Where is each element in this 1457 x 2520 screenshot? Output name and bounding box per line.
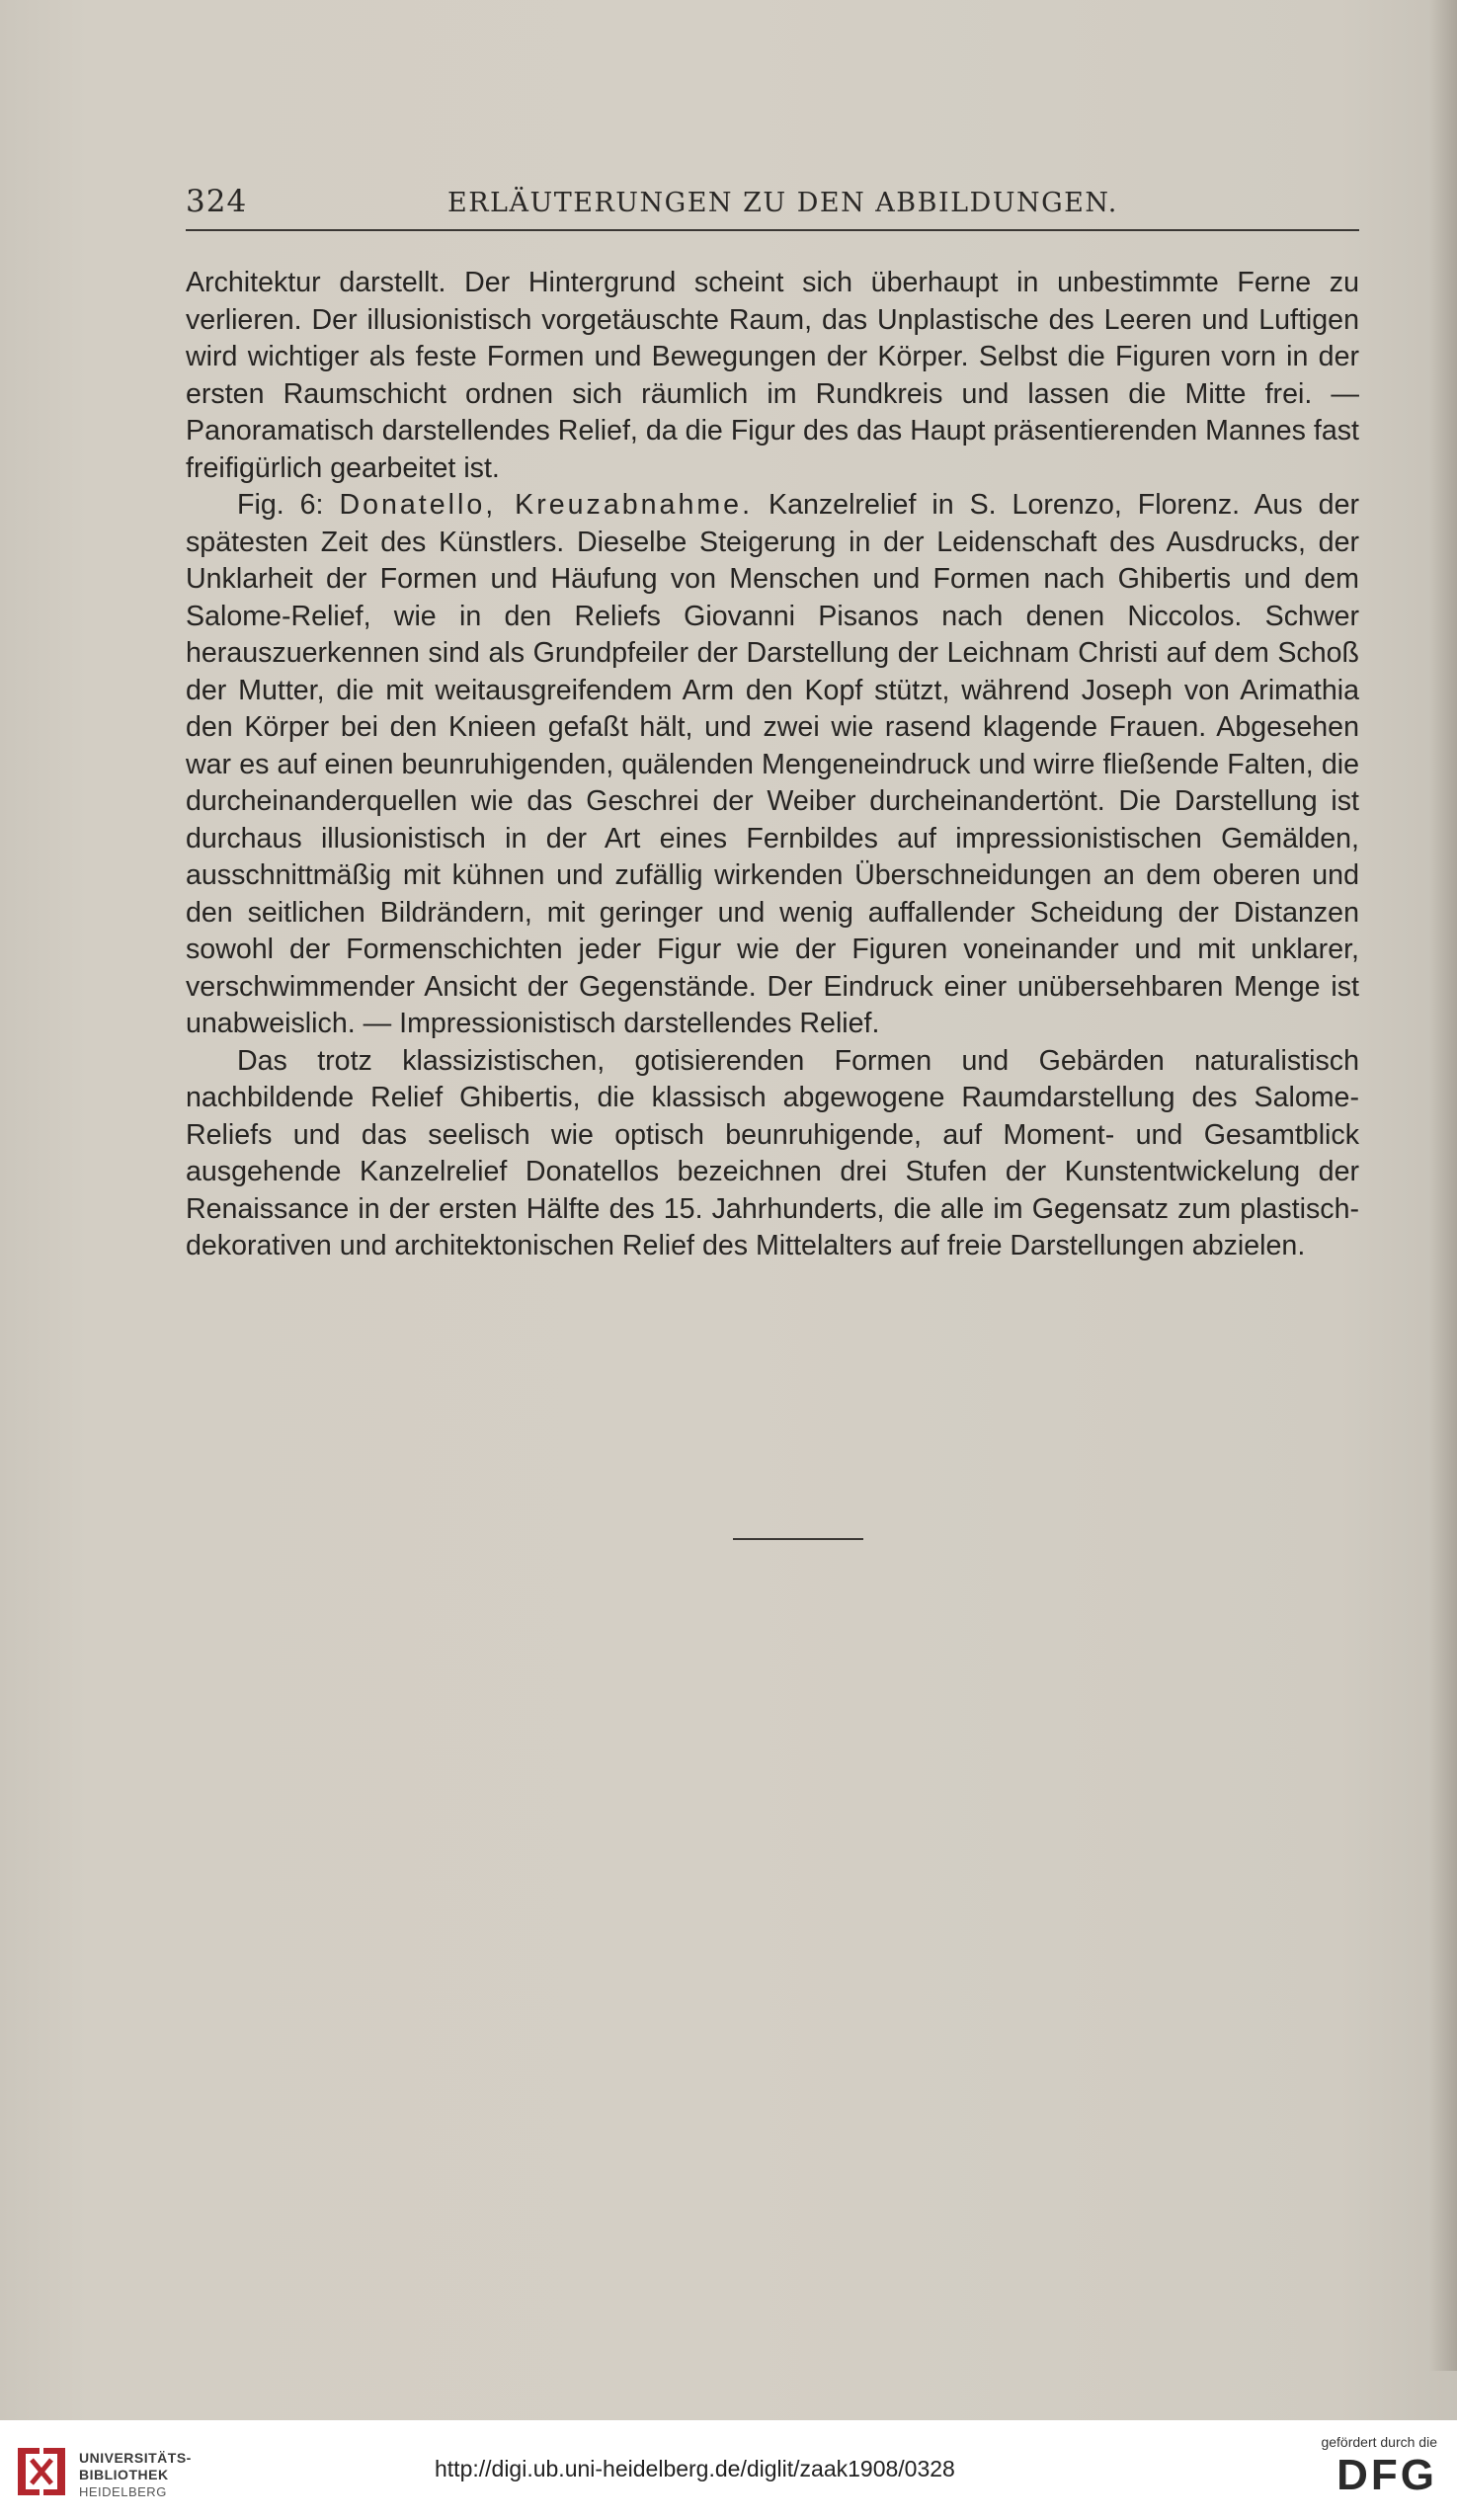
digitization-footer <box>0 2420 1457 2520</box>
figure-title: Donatello, Kreuzabnahme. <box>339 489 754 521</box>
body-text <box>186 265 1359 1265</box>
figure-label: Fig. 6: <box>237 489 324 521</box>
funding-label: gefördert durch die <box>1321 2434 1437 2450</box>
library-name-line-3: HEIDELBERG <box>79 2484 167 2499</box>
funding-notice <box>1279 2434 1437 2501</box>
page-edge-shadow <box>1429 0 1457 2371</box>
header-rule <box>186 229 1359 231</box>
paragraph-2 <box>186 487 1359 1043</box>
figure-description: Kanzelrelief in S. Lorenzo, Florenz. Aus der spätesten Zeit des Künstlers. Dieselbe Steigerung in der Leidenschaft des Ausdrucks, der Unklarheit der Formen und Häufung von Menschen und Formen nach Ghibertis und dem Salome-Relief, wie in den Reliefs Giovanni Pisanos nach denen Niccolos. Schwer herauszuerkennen sind als Grundpfeiler der Darstellung der Leichnam Christi auf dem Schoß der Mutter, die mit weitausgreifendem Arm den Kopf stützt, während Joseph von Arimathia den Körper bei den Knieen gefaßt hält, und zwei wie rasend klagende Frauen. Abgesehen war es auf einen beunruhigenden, quälenden Mengeneindruck und wirre fließende Falten, die durcheinanderquellen wie das Geschrei der Weiber durcheinandertönt. Die Darstellung ist durchaus illusionistisch in der Art eines Fernbildes auf impressionistischen Gemälden, ausschnittmäßig mit kühnen und zufällig wirkenden Überschneidungen an dem oberen und den seitlichen Bildrändern, mit geringer und wenig auffallender Scheidung der Distanzen sowohl der Formenschichten jeder Figur wie der Figuren voneinander und mit unklarer, verschwimmender Ansicht der Gegenstände. Der Eindruck einer unübersehbaren Menge ist unabweislich. — Impressionistisch darstellendes Relief. <box>186 489 1359 1039</box>
dfg-logo[interactable]: DFG <box>1336 2451 1437 2499</box>
library-logo[interactable] <box>14 2440 192 2505</box>
running-header <box>186 184 1359 227</box>
paragraph-1: Architektur darstellt. Der Hintergrund scheint sich überhaupt in unbestimmte Ferne zu verlieren. Der illusionistisch vorgetäuschte Raum, das Unplastische des Leeren und Luftigen wird wichtiger als feste Formen und Bewegungen der Körper. Selbst die Figuren vorn in der ersten Raumschicht ordnen sich räumlich im Rundkreis und lassen die Mitte frei. — Panoramatisch darstellendes Relief, da die Figur des das Haupt präsentierenden Mannes fast freifigürlich gearbeitet ist. <box>186 267 1359 484</box>
section-end-rule <box>733 1538 863 1540</box>
running-title: ERLÄUTERUNGEN ZU DEN ABBILDUNGEN. <box>447 188 1118 218</box>
permalink-url[interactable]: http://digi.ub.uni-heidelberg.de/diglit/zaak1908/0328 <box>435 2456 955 2481</box>
library-emblem-icon <box>14 2442 69 2501</box>
page-number: 324 <box>186 184 248 219</box>
paragraph-3: Das trotz klassizistischen, gotisierenden Formen und Gebärden naturalistisch nachbildende Relief Ghibertis, die klassisch abgewogene Raumdarstellung des Salome-Reliefs und das seelisch wie optisch beunruhigende, auf Moment- und Gesamtblick ausgehende Kanzelrelief Donatellos bezeichnen drei Stufen der Kunstentwickelung der Renaissance in der ersten Hälfte des 15. Jahrhunderts, die alle im Gegensatz zum plastisch-dekorativen und architektonischen Relief des Mittelalters auf freie Darstellungen abzielen. <box>186 1044 1359 1261</box>
library-name <box>79 2450 192 2500</box>
library-name-line-1: UNIVERSITÄTS- <box>79 2450 192 2466</box>
library-name-line-2: BIBLIOTHEK <box>79 2467 169 2482</box>
